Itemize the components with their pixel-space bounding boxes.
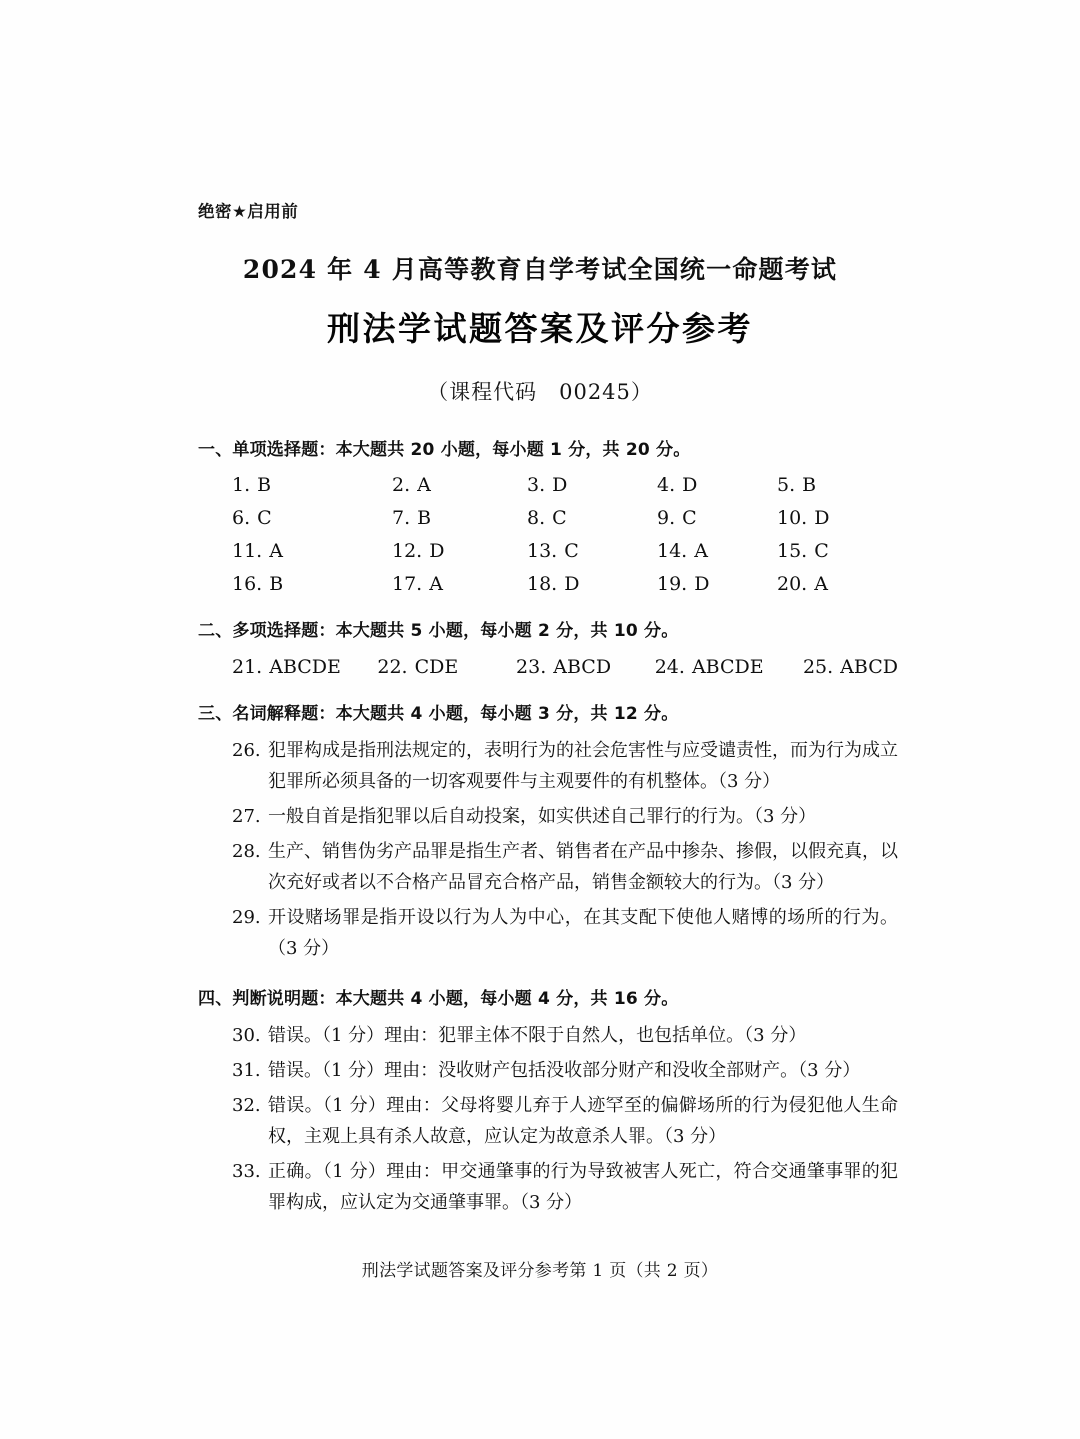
answer-number: 12. xyxy=(392,540,423,563)
answer-value: ABCDE xyxy=(691,655,764,678)
qa-number: 26. xyxy=(232,740,261,762)
answer-number: 9. xyxy=(657,507,676,530)
answer-number: 13. xyxy=(527,540,558,563)
secrecy-marker: 绝密★启用前 xyxy=(198,202,299,221)
answer-number: 1. xyxy=(232,474,251,497)
answer-number: 10. xyxy=(777,507,808,530)
answer-value: CDE xyxy=(414,655,459,678)
answer-number: 20. xyxy=(777,573,808,596)
answer-value: D xyxy=(814,507,830,530)
answer-item xyxy=(377,656,516,678)
answer-value: C xyxy=(552,507,567,530)
answer-value: D xyxy=(429,540,445,563)
answer-item xyxy=(777,507,892,529)
qa-text: 犯罪构成是指刑法规定的，表明行为的社会危害性与应受谴责性，而为行为成立犯罪所必须具备的一切客观要件与主观要件的有机整体。（3 分） xyxy=(268,740,898,793)
answer-number: 4. xyxy=(657,474,676,497)
answer-item xyxy=(803,656,898,678)
answer-item xyxy=(516,656,655,678)
answer-item xyxy=(527,540,657,562)
answer-item xyxy=(392,474,527,496)
qa-text: 错误。（1 分）理由：犯罪主体不限于自然人，也包括单位。（3 分） xyxy=(268,1025,807,1047)
answer-number: 24. xyxy=(654,655,685,678)
answer-number: 16. xyxy=(232,573,263,596)
answer-number: 15. xyxy=(777,540,808,563)
qa-text: 开设赌场罪是指开设以行为人为中心，在其支配下使他人赌博的场所的行为。（3 分） xyxy=(268,906,898,959)
qa-text: 生产、销售伪劣产品罪是指生产者、销售者在产品中掺杂、掺假，以假充真，以次充好或者以不合格产品冒充合格产品，销售金额较大的行为。（3 分） xyxy=(268,841,898,893)
answer-number: 11. xyxy=(232,540,263,563)
qa-number: 33. xyxy=(232,1161,261,1183)
answer-value: D xyxy=(552,474,568,497)
qa-number: 29. xyxy=(232,906,261,928)
page-footer: 刑法学试题答案及评分参考第 1 页（共 2 页） xyxy=(361,1261,719,1281)
multi-choice-answer-row xyxy=(198,656,898,678)
answer-number: 25. xyxy=(802,655,834,678)
qa-item xyxy=(232,736,898,798)
qa-number: 30. xyxy=(232,1025,261,1047)
answer-value: C xyxy=(257,507,272,530)
qa-number: 27. xyxy=(232,806,261,828)
answer-content xyxy=(198,440,898,1223)
answer-number: 8. xyxy=(527,507,546,530)
answer-number: 19. xyxy=(657,573,688,596)
answer-value: D xyxy=(564,573,580,596)
qa-item xyxy=(232,1021,898,1052)
page-title-sub: 刑法学试题答案及评分参考 xyxy=(327,309,753,348)
section-heading-multi-choice: 二、多项选择题：本大题共 5 小题，每小题 2 分，共 10 分。 xyxy=(198,621,679,642)
term-explanation-list xyxy=(198,736,898,965)
answer-item xyxy=(655,656,803,678)
answer-number: 6. xyxy=(232,507,251,530)
answer-item xyxy=(232,540,392,562)
qa-number: 28. xyxy=(232,841,261,863)
qa-text: 错误。（1 分）理由：父母将婴儿弃于人迹罕至的偏僻场所的行为侵犯他人生命权，主观上具有杀人故意，应认定为故意杀人罪。（3 分） xyxy=(268,1095,898,1148)
answer-item xyxy=(527,573,657,595)
answer-item xyxy=(657,573,777,595)
qa-text: 错误。（1 分）理由：没收财产包括没收部分财产和没收全部财产。（3 分） xyxy=(268,1060,861,1082)
answer-value: ABCDE xyxy=(269,655,341,678)
answer-number: 3. xyxy=(527,474,546,497)
section-heading-single-choice: 一、单项选择题：本大题共 20 小题，每小题 1 分，共 20 分。 xyxy=(198,440,691,460)
answer-number: 14. xyxy=(657,540,688,563)
answer-value: D xyxy=(694,573,710,596)
answer-number: 18. xyxy=(527,573,558,596)
answer-item xyxy=(392,507,527,529)
answer-value: B xyxy=(269,573,284,596)
answer-value: ABCD xyxy=(553,655,612,678)
answer-value: B xyxy=(417,507,432,530)
answer-value: C xyxy=(564,540,579,563)
qa-number: 32. xyxy=(232,1095,261,1117)
answer-item xyxy=(657,507,777,529)
qa-item xyxy=(232,1157,898,1219)
answer-item xyxy=(777,540,892,562)
answer-item xyxy=(777,474,892,496)
qa-text: 一般自首是指犯罪以后自动投案，如实供述自己罪行的行为。（3 分） xyxy=(268,806,817,828)
course-code: （课程代码 00245） xyxy=(427,380,653,404)
answer-value: D xyxy=(682,474,698,497)
page-title-main: 2024 年 4 月高等教育自学考试全国统一命题考试 xyxy=(242,255,838,284)
answer-value: A xyxy=(269,540,283,563)
answer-number: 17. xyxy=(392,573,423,596)
answer-item xyxy=(777,573,892,595)
answer-item xyxy=(392,573,527,595)
answer-number: 5. xyxy=(777,474,796,497)
qa-item xyxy=(232,1056,898,1087)
answer-number: 22. xyxy=(377,655,408,678)
answer-number: 21. xyxy=(232,655,263,678)
answer-value: A xyxy=(814,573,828,596)
answer-value: A xyxy=(429,573,443,596)
qa-text: 正确。（1 分）理由：甲交通肇事的行为导致被害人死亡，符合交通肇事罪的犯罪构成，应认定为交通肇事罪。（3 分） xyxy=(268,1161,898,1213)
answer-number: 23. xyxy=(516,655,547,678)
spacer xyxy=(198,969,898,989)
answer-value: C xyxy=(682,507,697,530)
answer-item xyxy=(657,474,777,496)
answer-item xyxy=(232,474,392,496)
answer-value: B xyxy=(802,474,817,497)
answer-value: B xyxy=(257,474,272,497)
answer-value: A xyxy=(417,474,431,497)
qa-item xyxy=(232,837,898,899)
single-choice-answer-grid xyxy=(198,474,898,595)
answer-item xyxy=(527,474,657,496)
qa-item xyxy=(232,1091,898,1153)
qa-number: 31. xyxy=(232,1060,261,1082)
answer-value: ABCD xyxy=(840,655,898,678)
judgment-explanation-list xyxy=(198,1021,898,1219)
answer-number: 2. xyxy=(392,474,411,497)
spacer xyxy=(198,678,898,704)
answer-value: A xyxy=(694,540,708,563)
answer-number: 7. xyxy=(392,507,411,530)
answer-item xyxy=(527,507,657,529)
answer-item xyxy=(392,540,527,562)
answer-item xyxy=(232,573,392,595)
spacer xyxy=(198,595,898,621)
qa-item xyxy=(232,903,898,965)
section-heading-term-explanation: 三、名词解释题：本大题共 4 小题，每小题 3 分，共 12 分。 xyxy=(198,703,679,724)
answer-item xyxy=(657,540,777,562)
answer-item xyxy=(232,656,377,678)
answer-value: C xyxy=(814,540,829,563)
section-heading-judgment-explanation: 四、判断说明题：本大题共 4 小题，每小题 4 分，共 16 分。 xyxy=(198,988,679,1009)
qa-item xyxy=(232,802,898,833)
answer-item xyxy=(232,507,392,529)
